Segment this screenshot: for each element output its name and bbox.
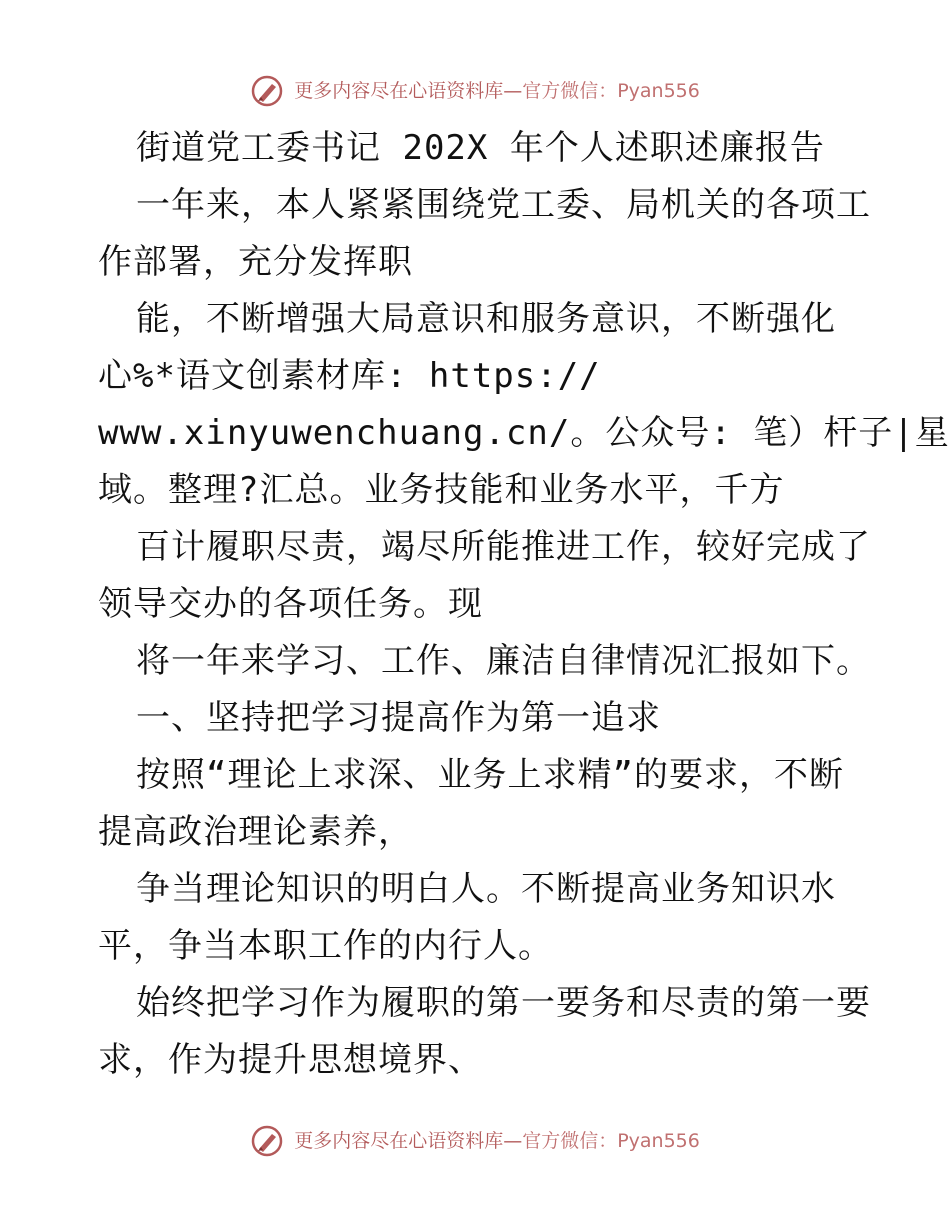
banner-text: 更多内容尽在心语资料库— bbox=[294, 1129, 523, 1152]
wechat-text: 官方微信：Pyan556 bbox=[522, 79, 700, 102]
text-line: 平，争当本职工作的内行人。 bbox=[98, 926, 553, 966]
text-line: 提高政治理论素养， bbox=[98, 812, 413, 852]
text-line: 域。整理?汇总。业务技能和业务水平，千方 bbox=[98, 470, 785, 510]
text-line: 能，不断增强大局意识和服务意识，不断强化 bbox=[136, 299, 836, 339]
banner-text: 更多内容尽在心语资料库— bbox=[294, 79, 523, 102]
text-line: www.xinyuwenchuang.cn/。公众号: 笔）杆子|星 bbox=[98, 413, 950, 453]
text-line: 争当理论知识的明白人。不断提高业务知识水 bbox=[136, 869, 836, 909]
section-heading: 一、坚持把学习提高作为第一追求 bbox=[136, 698, 661, 738]
text-line: 百计履职尽责，竭尽所能推进工作，较好完成了 bbox=[136, 527, 871, 567]
document-body bbox=[98, 120, 950, 1089]
text-line: 领导交办的各项任务。现 bbox=[98, 584, 483, 624]
pen-logo-icon bbox=[250, 74, 284, 108]
text-line: 将一年来学习、工作、廉洁自律情况汇报如下。 bbox=[136, 641, 871, 681]
wechat-text: 官方微信：Pyan556 bbox=[522, 1129, 700, 1152]
document-title: 街道党工委书记 202X 年个人述职述廉报告 bbox=[136, 128, 825, 168]
text-line: 求，作为提升思想境界、 bbox=[98, 1040, 483, 1080]
text-line: 按照“理论上求深、业务上求精”的要求，不断 bbox=[136, 755, 844, 795]
text-line: 一年来，本人紧紧围绕党工委、局机关的各项工 bbox=[136, 185, 871, 225]
text-line: 作部署，充分发挥职 bbox=[98, 242, 413, 282]
text-line: 始终把学习作为履职的第一要务和尽责的第一要 bbox=[136, 983, 871, 1023]
footer-banner bbox=[0, 1120, 950, 1160]
header-banner bbox=[0, 70, 950, 110]
pen-logo-icon bbox=[250, 1124, 284, 1158]
text-line: 心%*语文创素材库: https:// bbox=[98, 356, 601, 396]
